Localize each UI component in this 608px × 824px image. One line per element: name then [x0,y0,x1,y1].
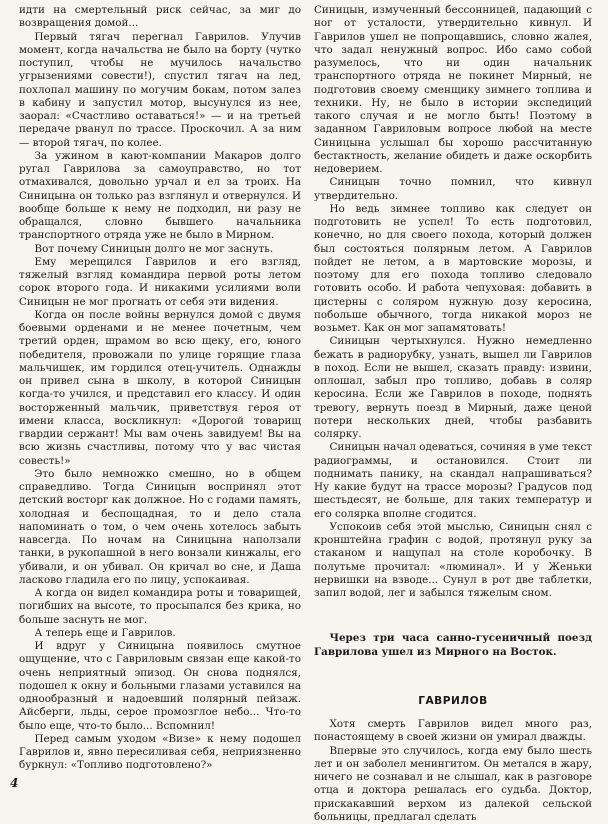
paragraph: Хотя смерть Гаврилов видел много раз, понастоящему в своей жизни он умирал дважды. [314,718,592,745]
paragraph: За ужином в кают-компании Макаров долго ругал Гаврилова за самоуправство, но тот отмахивался, довольно урчал и ел за троих. На Синицына он только раз взглянул и отвернулся. И вообще больше к нему не подходил, ни разу не обращался, словно бывшего начальника транспортного отряда уже не было в Мирном. [19,150,301,243]
paragraph: Синицын, измученный бессонницей, падающий с ног от усталости, утвердительно кивнул. И Гаврилов ушел не попрощавшись, словно жалея, что задал ненужный вопрос. Ибо само собой разумелось, что ни один начальник транспортного отряда не покинет Мирный, не подготовив своему сменщику зимнего топлива и техники. Ну, не было в истории экспедиций такого случая и не могло быть! Поэтому в заданном Гавриловым вопросе любой на месте Синицына услышал бы хорошо рассчитанную бестактность, желание обидеть и даже оскорбить недоверием. [314,4,592,176]
chapter-heading: ГАВРИЛОВ [314,695,592,708]
paragraph: Вот почему Синицын долго не мог заснуть. [19,243,301,256]
paragraph: Успокоив себя этой мыслью, Синицын снял с кронштейна графин с водой, протянул руку за стаканом и нащупал на столе коробочку. В полутьме прочитал: «люминал». И у Женьки нервишки на взводе... Сунул в рот две таблетки, запил водой, лег и забылся тяжелым сном. [314,521,592,601]
paragraph: Через три часа санно-гусеничный поезд Гаврилова ушел из Мирного на Восток. [314,632,592,659]
paragraph: Когда он после войны вернулся домой с двумя боевыми орденами и не менее почетным, чем третий орден, шрамом во всю щеку, его, юного победителя, провожали по улице горящие глаза мальчишек, им гордился отец-учитель. Однажды он привел сына в школу, в которой Синицын когда-то учился, и представил его классу. И один восторженный мальчик, приветствуя героя от имени класса, воскликнул: «Дорогой товарищ гвардии сержант! Мы вам очень завидуем! Вы на всю жизнь счастливы, потому что у вас чистая совесть!» [19,309,301,468]
paragraph: Перед самым уходом «Визе» к нему подошел Гаврилов и, явно пересиливая себя, неприязненно буркнул: «Топливо подготовлено?» [19,733,301,773]
left-column [19,4,301,773]
paragraph: Синицын чертыхнулся. Нужно немедленно бежать в радиорубку, узнать, вышел ли Гаврилов в поход. Если не вышел, сказать правду: извини, оплошал, забыл про топливо, добавь в соляр керосина. Если же Гаврилов в походе, поднять тревогу, вернуть поезд в Мирный, даже ценой потери нескольких дней, чтобы разбавить солярку. [314,335,592,441]
right-column [314,4,592,824]
paragraph: Ему мерещился Гаврилов и его взгляд, тяжелый взгляд командира первой роты летом сорок второго года. И никакими усилиями воли Синицын не мог прогнать от себя эти видения. [19,256,301,309]
paragraph: И вдруг у Синицына появилось смутное ощущение, что с Гавриловым связан еще какой-то очень неприятный эпизод. Он снова поднялся, подошел к окну и больными глазами уставился на однообразный и надоевший полярный пейзаж. Айсберги, льды, серое промозглое небо... Что-то было еще, что-то было... Вспомнил! [19,640,301,733]
paragraph: Синицын начал одеваться, сочиняя в уме текст радиограммы, и остановился. Стоит ли поднимать панику, на скандал напрашиваться? Ну какие будут на трассе морозы? Градусов под шестьдесят, не больше, для таких температур и его солярка вполне сгодится. [314,441,592,521]
paragraph: Синицын точно помнил, что кивнул утвердительно. [314,176,592,203]
paragraph: Это было немножко смешно, но в общем справедливо. Тогда Синицын воспринял этот детский восторг как должное. Но с годами память, холодная и беспощадная, то и дело стала напоминать о том, о чем очень хотелось забыть навсегда. По ночам на Синицына наползали танки, в рукопашной в него вонзали кинжалы, его убивали, и он убивал. Он кричал во сне, и Даша ласково гладила его по лицу, успокаивая. [19,468,301,587]
paragraph: А когда он видел командира роты и товарищей, погибших на высоте, то просыпался без крика, но больше заснуть не мог. [19,587,301,627]
paragraph: Но ведь зимнее топливо как следует он подготовить не успел! То есть подготовил, конечно, но для своего похода, который должен был состояться полярным летом. А Гаврилов пойдет не летом, а в мартовские морозы, и поэтому для его похода топливо следовало готовить особо. И работа чепуховая: добавить в цистерны с соляром нужную дозу керосина, побольше обычного, тогда никакой мороз не возьмет. Как он мог запамятовать! [314,203,592,336]
paragraph: идти на смертельный риск сейчас, за миг до возвращения домой... [19,4,301,31]
paragraph: Первый тягач перегнал Гаврилов. Улучив момент, когда начальства не было на борту (чутко поступил, чтобы не мучилось начальство угрызениями совести!), спустил тягач на лед, похлопал машину по могучим бокам, потом залез в кабину и запустил мотор, высунулся из нее, заорал: «Счастливо оставаться!» — и на третьей передаче рванул по трассе. Проскочил. А за ним — второй тягач, по колее. [19,31,301,150]
paragraph: А теперь еще и Гаврилов. [19,627,301,640]
page-number: 4 [10,776,18,790]
paragraph: Впервые это случилось, когда ему было шесть лет и он заболел менингитом. Он метался в жару, ничего не сознавал и не слышал, как в разговоре отца и доктора решалась его судьба. Доктор, прискакавший верхом из далекой сельской больницы, предлагал сделать [314,745,592,824]
